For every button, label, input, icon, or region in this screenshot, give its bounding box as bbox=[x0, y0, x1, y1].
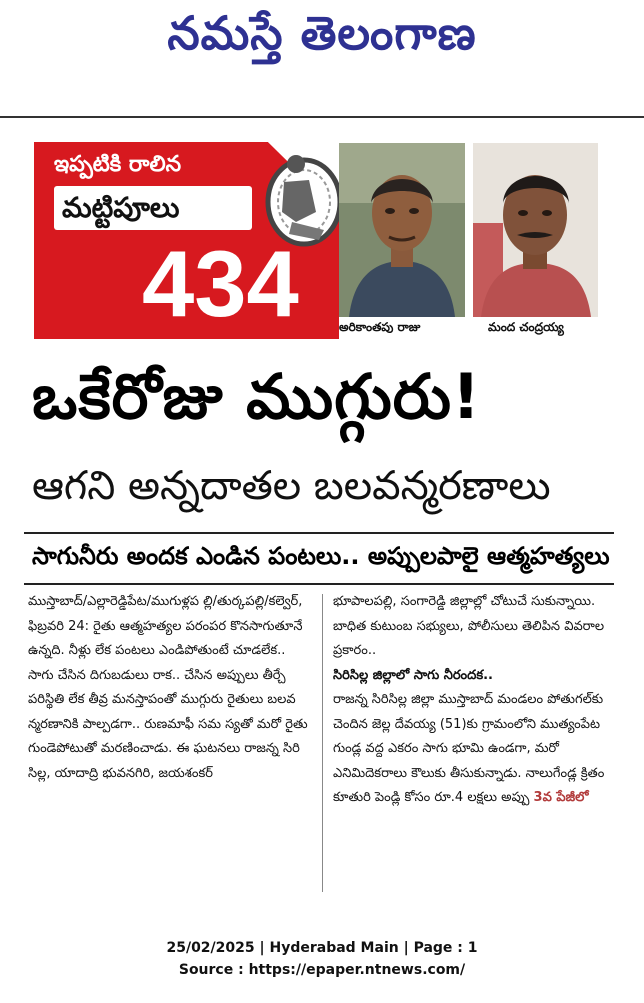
death-count-banner bbox=[34, 142, 339, 339]
photo-caption-1: అరికాంతపు రాజు bbox=[339, 320, 421, 334]
strapline: సాగునీరు అందక ఎండిన పంటలు.. అప్పులపాలై ఆత్మహత్యలు bbox=[32, 542, 610, 570]
separator-top bbox=[24, 532, 614, 534]
article-column-2 bbox=[333, 590, 618, 811]
continued-on-page-link[interactable]: 3వ పేజీలో bbox=[533, 790, 589, 805]
article-body-1: ముస్తాబాద్/ఎల్లారెడ్డిపేట/ముగుళ్లప ల్లి/తుర్కపల్లి/కల్వెర్, ఫిబ్రవరి 24: రైతు ఆత్మహత్యల పరంపర కొనసాగుతూనే ఉన్నది. నీళ్లు లేక పంటలు ఎండిపోతుంటే చూడలేక.. సాగు చేసిన దిగుబడులు రాక.. చేసిన అప్పులు తీర్చే పరిస్థితి లేక తీవ్ర మనస్తాపంతో ముగ్గురు రైతులు బలవ న్మరణానికి పాల్పడగా.. రుణమాఫీ సమ స్యతో మరో రైతు గుండెపోటుతో మరణించాడు. ఈ ఘటనలు రాజన్న సిరి సిల్ల, యాదాద్రి భువనగిరి, జయశంకర్ bbox=[28, 594, 308, 781]
article-subtitle: సిరిసిల్ల జిల్లాలో సాగు నీరందక.. bbox=[333, 667, 493, 683]
footer-date-edition: 25/02/2025 | Hyderabad Main | Page : 1 bbox=[166, 940, 478, 956]
article-body-2b-text: రాజన్న సిరిసిల్ల జిల్లా ముస్తాబాద్ మండలం పోతుగల్‌కు చెందిన జెల్ల దేవయ్య (51)కు గ్రామంలోని ముత్యంపేట గుండ్ల వద్ద ఎకరం సాగు భూమి ఉండగా, మరో ఎనిమిదెకరాలు కౌలుకు తీసుకున్నాడు. నాలుగేండ్ల క్రితం కూతురి పెండ్లి కోసం రూ.4 లక్షలు అప్పు bbox=[333, 692, 605, 805]
subheadline: ఆగని అన్నదాతల బలవన్మరణాలు bbox=[32, 463, 551, 509]
farmer-photo-1 bbox=[339, 143, 465, 317]
photo-caption-2: మంద చంద్రయ్య bbox=[488, 320, 564, 334]
death-count: 434 bbox=[142, 231, 299, 336]
banner-line2: మట్టిపూలు bbox=[54, 186, 252, 230]
column-divider bbox=[322, 594, 323, 892]
masthead-logo: నమస్తే తెలంగాణ bbox=[167, 6, 477, 60]
article-body-2a: భూపాలపల్లి, సంగారెడ్డి జిల్లాల్లో చోటుచే సుకున్నాయి. బాధిత కుటుంబ సభ్యులు, పోలీసులు తెలిపిన వివరాల ప్రకారం.. bbox=[333, 594, 605, 658]
portrait-2 bbox=[473, 143, 598, 317]
separator-bottom bbox=[24, 583, 614, 585]
headline: ఒకేరోజు ముగ్గురు! bbox=[32, 360, 482, 433]
banner-line1: ఇప్పటికి రాలిన bbox=[54, 152, 182, 177]
masthead-rule bbox=[0, 116, 644, 118]
footer-source: Source : https://epaper.ntnews.com/ bbox=[178, 962, 466, 978]
article-body-2b bbox=[333, 688, 618, 811]
farmer-photo-2 bbox=[473, 143, 598, 317]
portrait-1 bbox=[339, 143, 465, 317]
article-column-1 bbox=[28, 590, 313, 786]
masthead bbox=[0, 0, 644, 118]
